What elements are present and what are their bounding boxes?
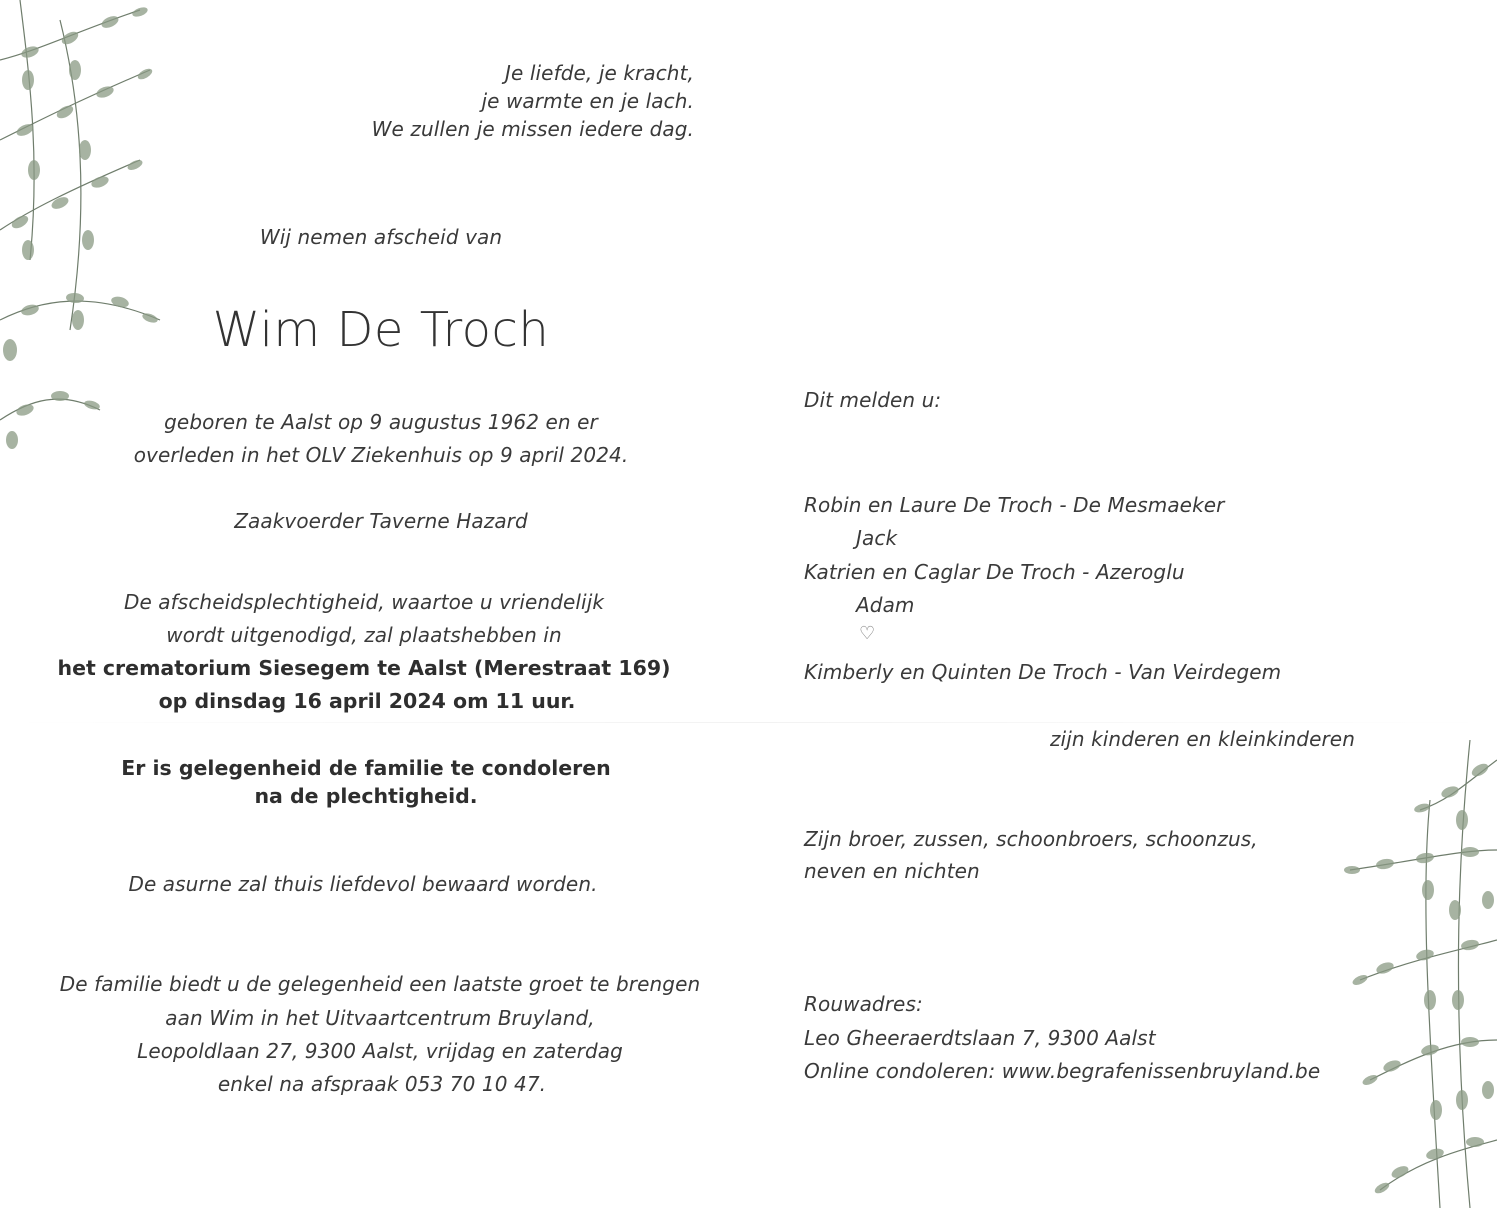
leaves	[3, 6, 159, 449]
ceremony-invite-1: De afscheidsplechtigheid, waartoe u vriendelijk	[123, 590, 605, 614]
family-couple-2: Katrien en Caglar De Troch - Azeroglu	[804, 560, 1185, 584]
foliage-bottom-right	[1330, 740, 1497, 1208]
poem-line-1: Je liefde, je kracht,	[505, 61, 694, 85]
heart-icon: ♡	[859, 623, 876, 644]
family-child-1: Jack	[856, 526, 898, 550]
family-couple-1: Robin en Laure De Troch - De Mesmaeker	[804, 493, 1225, 517]
ceremony-place: het crematorium Siesegem te Aalst (Merestraat 169)	[57, 656, 671, 680]
visit-line-3: Leopoldlaan 27, 9300 Aalst, vrijdag en zaterdag	[137, 1039, 623, 1063]
poem-line-3: We zullen je missen iedere dag.	[371, 117, 694, 141]
ceremony-date: op dinsdag 16 april 2024 om 11 uur.	[158, 689, 576, 713]
deceased-name: Wim De Troch	[212, 302, 550, 358]
siblings-line-2: neven en nichten	[804, 859, 980, 883]
urn-note: De asurne zal thuis liefdevol bewaard worden.	[128, 872, 598, 896]
visit-line-2: aan Wim in het Uitvaartcentrum Bruyland,	[165, 1006, 595, 1030]
fold-line	[0, 722, 1497, 723]
family-child-2: Adam	[856, 593, 915, 617]
ceremony-invite-2: wordt uitgenodigd, zal plaatshebben in	[166, 623, 562, 647]
foliage-top-left	[0, 0, 170, 470]
family-couple-3: Kimberly en Quinten De Troch - Van Veirdegem	[804, 660, 1282, 684]
intro-text: Wij nemen afscheid van	[259, 225, 503, 249]
visit-line-4: enkel na afspraak 053 70 10 47.	[217, 1072, 547, 1096]
occupation: Zaakvoerder Taverne Hazard	[234, 509, 528, 533]
birth-line: geboren te Aalst op 9 augustus 1962 en er	[164, 410, 598, 434]
condolence-line-2: na de plechtigheid.	[254, 784, 478, 808]
visit-line-1: De familie biedt u de gelegenheid een laatste groet te brengen	[59, 972, 701, 996]
address-online: Online condoleren: www.begrafenissenbruyland.be	[804, 1059, 1321, 1083]
address-street: Leo Gheeraerdtslaan 7, 9300 Aalst	[804, 1026, 1156, 1050]
announce-text: Dit melden u:	[804, 388, 942, 412]
poem-line-2: je warmte en je lach.	[481, 89, 694, 113]
family-relation: zijn kinderen en kleinkinderen	[1049, 727, 1355, 751]
branch-stems	[0, 0, 160, 420]
address-label: Rouwadres:	[804, 992, 923, 1016]
death-line: overleden in het OLV Ziekenhuis op 9 april 2024.	[133, 443, 629, 467]
leaves	[1344, 761, 1494, 1195]
siblings-line-1: Zijn broer, zussen, schoonbroers, schoonzus,	[804, 827, 1258, 851]
condolence-line-1: Er is gelegenheid de familie te condoleren	[121, 756, 611, 780]
